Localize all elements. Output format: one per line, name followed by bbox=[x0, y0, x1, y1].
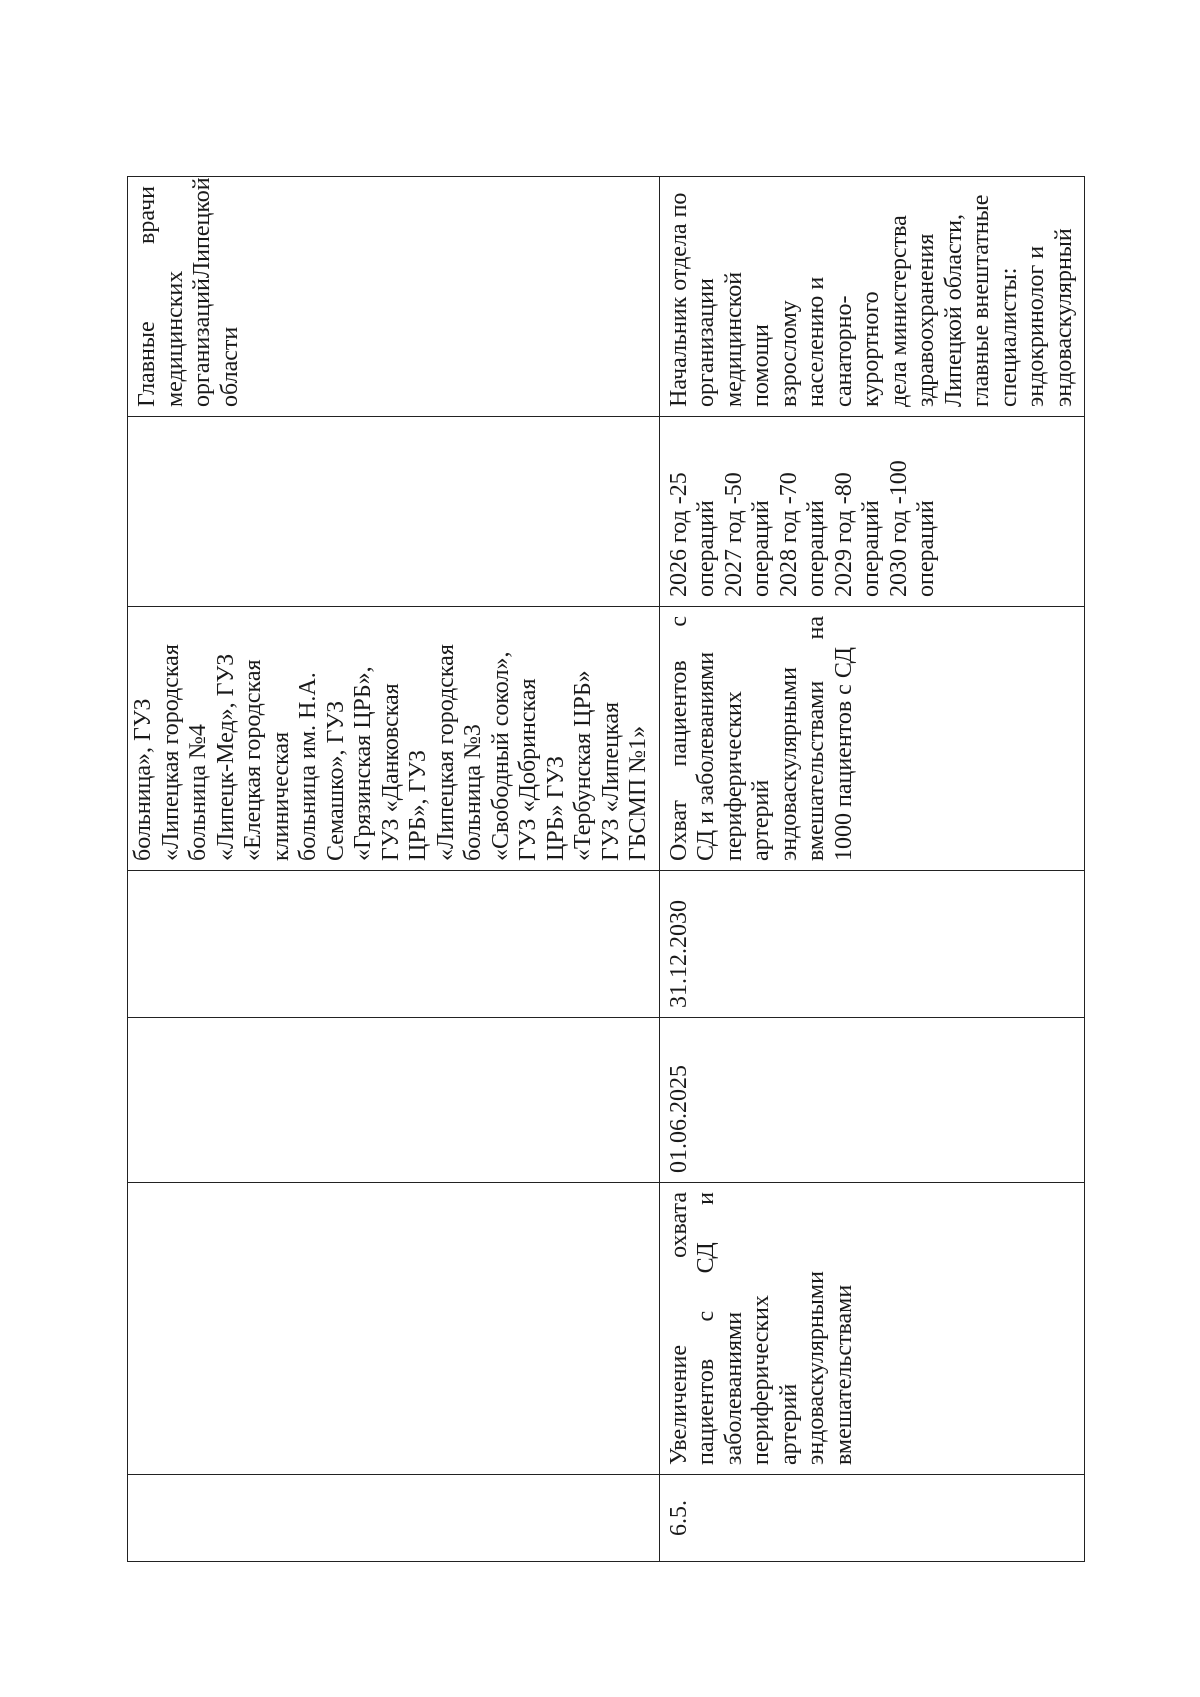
executors-line: больница», ГУЗ bbox=[130, 698, 156, 861]
indicator-line: операций bbox=[693, 500, 719, 597]
executors-line: ГУЗ «Добринская bbox=[515, 678, 541, 861]
indicator-line: операций bbox=[748, 500, 774, 597]
cell-responsible bbox=[659, 177, 1085, 417]
responsible-word: организаций bbox=[189, 278, 215, 407]
cell-number: 6.5. bbox=[659, 1475, 1085, 1562]
event-line: эндоваскулярными bbox=[803, 1271, 829, 1465]
executors-line: «Свободный сокол», bbox=[487, 651, 514, 861]
cell-number-empty bbox=[128, 1475, 660, 1562]
executors-line: «Липецкая городская bbox=[157, 644, 184, 861]
result-line: эндоваскулярными bbox=[775, 667, 802, 861]
cell-end-empty bbox=[128, 871, 660, 1018]
responsible-line: Начальник отдела по bbox=[665, 192, 692, 407]
responsible-line bbox=[134, 186, 162, 407]
indicator-line: операций bbox=[803, 500, 829, 597]
event-line: Увеличение охвата bbox=[665, 1192, 692, 1465]
cell-start-empty bbox=[128, 1018, 660, 1183]
executors-line: больница №4 bbox=[185, 724, 211, 861]
responsible-line: санаторно-курортного bbox=[830, 291, 884, 407]
executors-line: «Елецкая городская bbox=[240, 659, 266, 861]
responsible-word: врачи bbox=[134, 186, 160, 244]
responsible-line: эндокринолог и bbox=[1023, 245, 1049, 407]
cell-end-date: 31.12.2030 bbox=[659, 871, 1085, 1018]
cell-responsible-chief-doctors bbox=[128, 177, 660, 417]
executors-line: Семашко», ГУЗ bbox=[322, 700, 349, 861]
responsible-line: специалисты: bbox=[995, 267, 1022, 407]
result-line: вмешательствами на bbox=[803, 616, 829, 861]
responsible-line: Липецкой области, bbox=[940, 214, 967, 407]
event-line: артерий bbox=[775, 1383, 802, 1465]
executors-line: больница №3 bbox=[460, 724, 486, 861]
indicator-line: операций bbox=[913, 500, 939, 597]
responsible-line: медицинской помощи bbox=[720, 271, 774, 407]
result-line: периферических bbox=[720, 691, 747, 861]
cell-executors bbox=[128, 607, 660, 871]
cell-indicators bbox=[659, 417, 1085, 607]
indicator-line: 2028 год -70 bbox=[775, 472, 802, 597]
executors-line: «Липецкая городская bbox=[432, 644, 459, 861]
event-line: вмешательствами bbox=[830, 1284, 857, 1465]
responsible-word: Главные bbox=[134, 321, 160, 407]
executors-line: ЦРБ», ГУЗ bbox=[405, 749, 431, 861]
executors-line: «Тербунская ЦРБ» bbox=[570, 670, 596, 861]
executors-line: «Липецк-Мед», ГУЗ bbox=[212, 653, 239, 861]
indicator-line: 2027 год -50 bbox=[720, 472, 747, 597]
cell-expected-result bbox=[659, 607, 1085, 871]
indicator-line: 2030 год -100 bbox=[885, 460, 912, 597]
executors-line: ГУЗ «Данковская bbox=[377, 683, 404, 861]
cell-start-date: 01.06.2025 bbox=[659, 1018, 1085, 1183]
table-row-continuation bbox=[128, 177, 660, 1562]
event-line: пациентов с СД и bbox=[693, 1192, 719, 1465]
executors-line: клиническая bbox=[267, 731, 294, 861]
plan-table bbox=[127, 176, 1085, 1562]
responsible-line: эндоваскулярный bbox=[1050, 228, 1077, 407]
responsible-line: взрослому населению и bbox=[775, 276, 829, 407]
responsible-line: здравоохранения bbox=[913, 233, 939, 407]
cell-event-empty bbox=[128, 1183, 660, 1475]
result-line: СД и заболеваниями bbox=[693, 651, 719, 861]
responsible-word: Липецкой bbox=[189, 177, 215, 279]
responsible-line: организации bbox=[693, 278, 719, 407]
cell-indicator-empty bbox=[128, 417, 660, 607]
executors-line: ЦРБ» ГУЗ bbox=[542, 755, 569, 861]
responsible-line: главные внештатные bbox=[968, 194, 994, 407]
event-line: периферических bbox=[748, 1295, 774, 1465]
indicator-line: 2026 год -25 bbox=[665, 472, 692, 597]
indicator-line: 2029 год -80 bbox=[830, 472, 857, 597]
table-row-6-5 bbox=[659, 177, 1085, 1562]
cell-event bbox=[659, 1183, 1085, 1475]
result-line: Охват пациентов с bbox=[665, 616, 692, 861]
responsible-line bbox=[189, 177, 217, 407]
responsible-line: дела министерства bbox=[885, 215, 912, 407]
event-line: заболеваниями bbox=[720, 1311, 747, 1465]
result-line: 1000 пациентов с СД bbox=[830, 646, 857, 861]
executors-line: ГБСМП №1» bbox=[625, 725, 651, 861]
executors-line: больница им. Н.А. bbox=[295, 672, 321, 861]
rotated-table-container bbox=[127, 177, 1077, 1562]
responsible-line: области bbox=[216, 326, 243, 407]
executors-line: «Грязинская ЦРБ», bbox=[350, 666, 376, 861]
responsible-line: медицинских bbox=[161, 270, 188, 407]
result-line: артерий bbox=[748, 779, 774, 861]
executors-line: ГУЗ «Липецкая bbox=[597, 701, 624, 861]
indicator-line: операций bbox=[858, 500, 884, 597]
